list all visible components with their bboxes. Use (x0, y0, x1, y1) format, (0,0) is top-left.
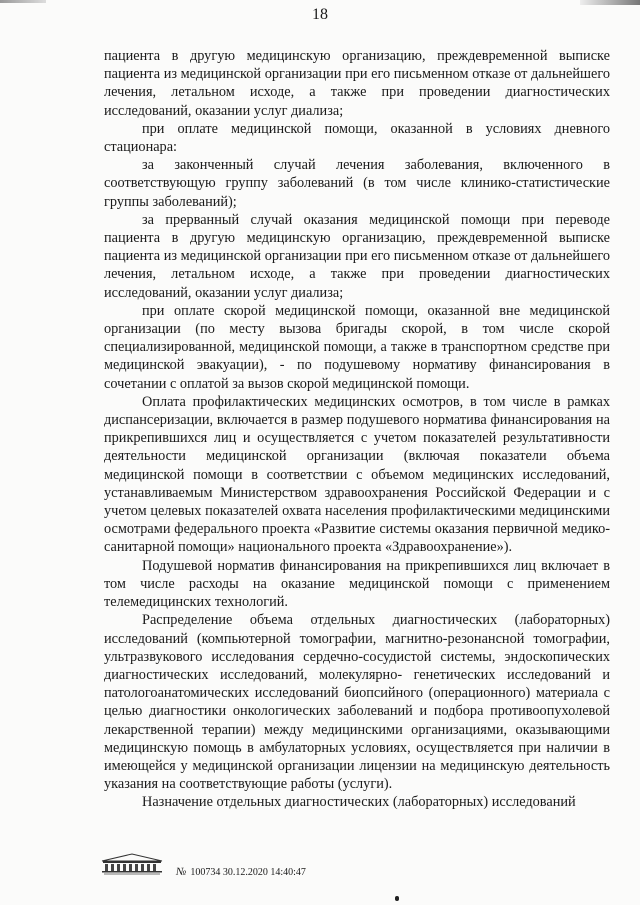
registration-stamp (176, 866, 306, 878)
registration-number-date: 100734 30.12.2020 14:40:47 (190, 867, 306, 878)
paragraph: при оплате медицинской помощи, оказанной в условиях дневного стационара: (104, 120, 610, 156)
government-building-icon (100, 852, 164, 876)
document-body (104, 47, 610, 812)
paragraph: при оплате скорой медицинской помощи, оказанной вне медицинской организации (по месту вызова бригады скорой, в том числе скорой специализированной, медицинской помощи, а также в транспортном средстве при медицинской эвакуации), - по подушевому нормативу финансирования в сочетании с оплатой за вызов скорой медицинской помощи. (104, 302, 610, 392)
paragraph: за прерванный случай оказания медицинской помощи при переводе пациента в другую медицинскую организацию, преждевременной выписке пациента из медицинской организации при его письменном отказе от дальнейшего лечения, летальном исходе, а также при проведении диагностических исследований, оказании услуг диализа; (104, 211, 610, 301)
paragraph: пациента в другую медицинскую организацию, преждевременной выписке пациента из медицинской организации при его письменном отказе от дальнейшего лечения, летальном исходе, а также при проведении диагностических исследований, оказании услуг диализа; (104, 48, 610, 119)
paragraph: Распределение объема отдельных диагностических (лабораторных) исследований (компьютерной томографии, магнитно-резонансной томографии, ультразвукового исследования сердечно-сосудистой системы, эндоскопических диагностических исследований, молекулярно- генетических исследований и патологоанатомических исследований биопсийного (операционного) материала с целью диагностики онкологических заболеваний и подбора противоопухолевой лекарственной терапии) между медицинскими организациями, оказывающими медицинскую помощь в амбулаторных условиях, осуществляется при наличии в имеющейся у медицинской организации лицензии на медицинскую деятельность указания на соответствующие работы (услуги). (104, 612, 610, 793)
number-sign: № (176, 866, 187, 878)
paragraph: за законченный случай лечения заболевания, включенного в соответствующую группу заболеваний (в том числе клинико-статистические группы заболеваний); (104, 157, 610, 210)
paragraph: Назначение отдельных диагностических (лабораторных) исследований (142, 794, 576, 811)
page-number: 18 (312, 6, 328, 23)
scan-edge-mark (580, 0, 640, 5)
scan-edge-mark (0, 0, 46, 3)
paragraph: Подушевой норматив финансирования на прикрепившихся лиц включает в том числе расходы на оказание медицинской помощи с применением телемедицинских технологий. (104, 557, 610, 611)
paragraph: Оплата профилактических медицинских осмотров, в том числе в рамках диспансеризации, включается в размер подушевого норматива финансирования на прикрепившихся лиц и осуществляется с учетом показателей результативности деятельности медицинской организации (включая показатели объема медицинской помощи в соответствии с объемом медицинских исследований, устанавливаемым Министерством здравоохранения Российской Федерации и с учетом целевых показателей охвата населения профилактическими медицинскими осмотрами федерального проекта «Развитие системы оказания первичной медико-санитарной помощи» национального проекта «Здравоохранение»). (104, 393, 610, 556)
scan-speck (395, 896, 399, 901)
registration-footer (100, 848, 400, 888)
